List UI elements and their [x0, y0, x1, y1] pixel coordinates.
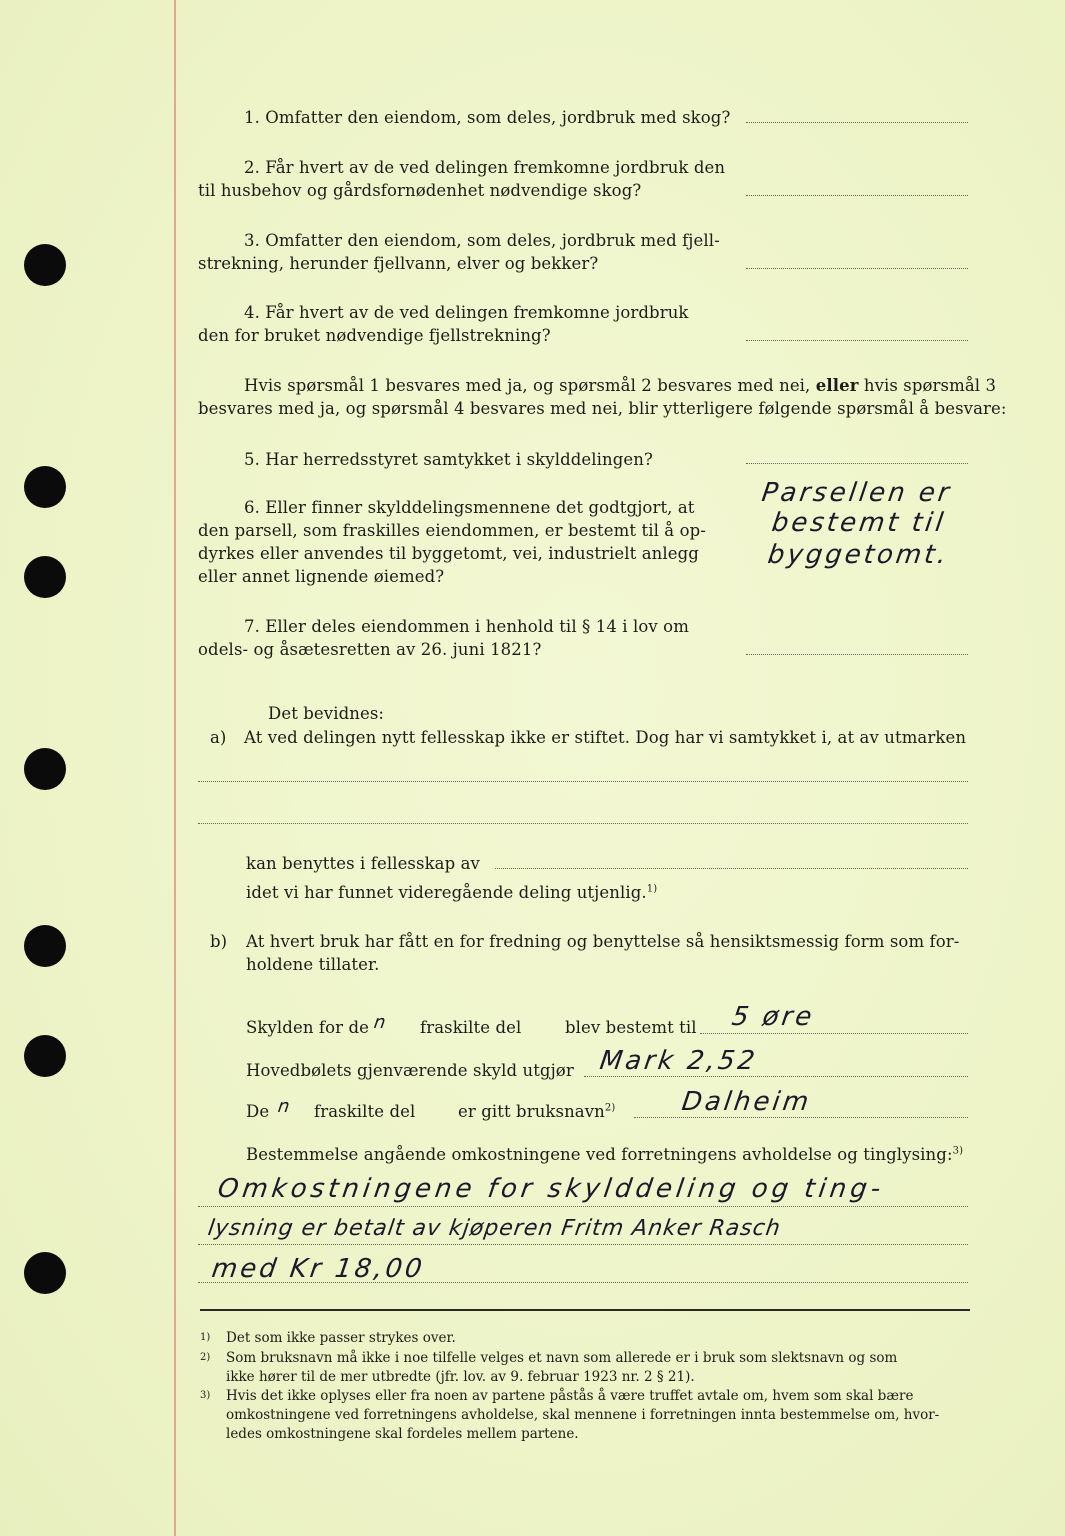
footnote-3-line-3: ledes omkostningene skal fordeles mellem partene. [226, 1426, 579, 1442]
utmark-line-1 [198, 781, 968, 782]
de-label-c-text: er gitt bruksnavn [458, 1102, 605, 1121]
question-2-line-1: 2. Får hvert av de ved delingen fremkomne jordbruk den [244, 158, 726, 177]
hovedbol-label: Hovedbølets gjenværende skyld utgjør [246, 1061, 574, 1080]
punch-hole-3 [24, 556, 66, 598]
bestemmelse-footnote-ref: 3) [952, 1145, 964, 1157]
punch-hole-1 [24, 244, 66, 286]
bevidnes-a-text: At ved delingen nytt fellesskap ikke er stiftet. Dog har vi samtykket i, at av utmarken [244, 728, 967, 747]
footnote-3-line-1: Hvis det ikke oplyses eller fra noen av partene påstås å være truffet avtale om, hvem som skal bære [226, 1388, 914, 1404]
bevidnes-a-label: a) [210, 728, 227, 747]
condition-text-bold: eller [815, 376, 859, 395]
question-6-line-2: den parsell, som fraskilles eiendommen, er bestemt til å op- [198, 521, 706, 540]
question-6-line-4: eller annet lignende øiemed? [198, 567, 445, 586]
condition-paragraph-line-1 [244, 375, 996, 397]
punch-hole-4 [24, 748, 66, 790]
fellesskap-line [495, 868, 968, 869]
cost-line-2 [198, 1244, 968, 1245]
idet-footnote-ref: 1) [646, 883, 658, 895]
punch-hole-7 [24, 1252, 66, 1294]
question-7-line-1: 7. Eller deles eiendommen i henhold til § 14 i lov om [244, 617, 689, 636]
de-label-b: fraskilte del [314, 1102, 416, 1121]
question-7-line-2: odels- og åsætesretten av 26. juni 1821? [198, 640, 542, 659]
condition-paragraph-line-2: besvares med ja, og spørsmål 4 besvares med nei, blir ytterligere følgende spørsmål å besvare: [198, 399, 1007, 418]
punch-hole-6 [24, 1035, 66, 1077]
utmark-line-2 [198, 823, 968, 824]
handwritten-q6-answer-line-3: byggetomt. [765, 540, 951, 570]
footnote-rule [200, 1309, 970, 1311]
punch-hole-2 [24, 466, 66, 508]
question-3-line-1: 3. Omfatter den eiendom, som deles, jordbruk med fjell- [244, 231, 720, 250]
condition-text-b: hvis spørsmål 3 [863, 376, 997, 395]
handwritten-q6-answer-line-1: Parsellen er [759, 478, 954, 508]
answer-line-2 [746, 195, 968, 196]
bevidnes-b-label: b) [210, 932, 228, 951]
skyld-value-line [700, 1033, 968, 1034]
skylden-label-b: fraskilte del [420, 1018, 522, 1037]
idet-text [246, 882, 657, 904]
margin-line [174, 0, 176, 1536]
skylden-label-c: blev bestemt til [565, 1018, 697, 1037]
handwritten-bruksnavn-value: Dalheim [679, 1087, 814, 1117]
cost-line-1 [198, 1206, 968, 1207]
handwritten-de-suffix: n [276, 1096, 294, 1117]
question-6-line-1: 6. Eller finner skylddelingsmennene det godtgjort, at [244, 498, 695, 517]
footnote-2-line-2: ikke hører til de mer utbredte (jfr. lov. av 9. februar 1923 nr. 2 § 21). [226, 1369, 695, 1385]
bevidnes-b-line-2: holdene tillater. [246, 955, 380, 974]
hovedbol-value-line [584, 1076, 968, 1077]
handwritten-cost-line-1: Omkostningene for skylddeling og ting- [215, 1174, 887, 1204]
question-3-line-2: strekning, herunder fjellvann, elver og bekker? [198, 254, 599, 273]
de-label-a: De [246, 1102, 270, 1121]
bevidnes-heading: Det bevidnes: [268, 704, 385, 723]
bestemmelse-text: Bestemmelse angående omkostningene ved forretningens avholdelse og tinglysing: [246, 1145, 953, 1164]
answer-line-3 [746, 268, 968, 269]
answer-line-1 [746, 122, 968, 123]
question-2-line-2: til husbehov og gårdsfornødenhet nødvendige skog? [198, 181, 642, 200]
skylden-label-a: Skylden for de [246, 1018, 369, 1037]
bruksnavn-footnote-ref: 2) [604, 1102, 616, 1114]
question-1: 1. Omfatter den eiendom, som deles, jordbruk med skog? [244, 108, 731, 127]
footnote-2-mark: 2) [200, 1352, 211, 1363]
handwritten-hovedbol-value: Mark 2,52 [597, 1046, 760, 1076]
answer-line-4 [746, 340, 968, 341]
handwritten-q6-answer-line-2: bestemt til [769, 508, 948, 538]
footnote-2-line-1: Som bruksnavn må ikke i noe tilfelle velges et navn som allerede er i bruk som slektsnavn og som [226, 1350, 898, 1366]
question-5: 5. Har herredsstyret samtykket i skylddelingen? [244, 450, 653, 469]
handwritten-skylden-suffix: n [372, 1012, 390, 1033]
bestemmelse-label [246, 1144, 963, 1166]
answer-line-7 [746, 654, 968, 655]
punch-hole-5 [24, 925, 66, 967]
answer-line-5 [746, 463, 968, 464]
question-4-line-1: 4. Får hvert av de ved delingen fremkomne jordbruk [244, 303, 689, 322]
footnote-3-line-2: omkostningene ved forretningens avholdelse, skal mennene i forretningen innta bestemmelse om, hvor- [226, 1407, 940, 1423]
condition-text-a: Hvis spørsmål 1 besvares med ja, og spørsmål 2 besvares med nei, [244, 376, 811, 395]
handwritten-cost-line-3: med Kr 18,00 [209, 1254, 427, 1284]
footnote-3-mark: 3) [200, 1390, 211, 1401]
question-6-line-3: dyrkes eller anvendes til byggetomt, vei, industrielt anlegg [198, 544, 699, 563]
handwritten-cost-line-2: lysning er betalt av kjøperen Fritm Anker Rasch [206, 1216, 783, 1241]
idet-text-main: idet vi har funnet videregående deling utjenlig. [246, 883, 647, 902]
bevidnes-b-line-1: At hvert bruk har fått en for fredning og benyttelse så hensiktsmessig form som for- [246, 932, 960, 951]
de-label-c [458, 1101, 615, 1123]
footnote-1: Det som ikke passer strykes over. [226, 1330, 456, 1346]
kan-benyttes: kan benyttes i fellesskap av [246, 854, 480, 873]
handwritten-skyld-value: 5 øre [729, 1002, 817, 1032]
footnote-1-mark: 1) [200, 1332, 211, 1343]
question-4-line-2: den for bruket nødvendige fjellstrekning? [198, 326, 551, 345]
bruksnavn-value-line [634, 1117, 968, 1118]
